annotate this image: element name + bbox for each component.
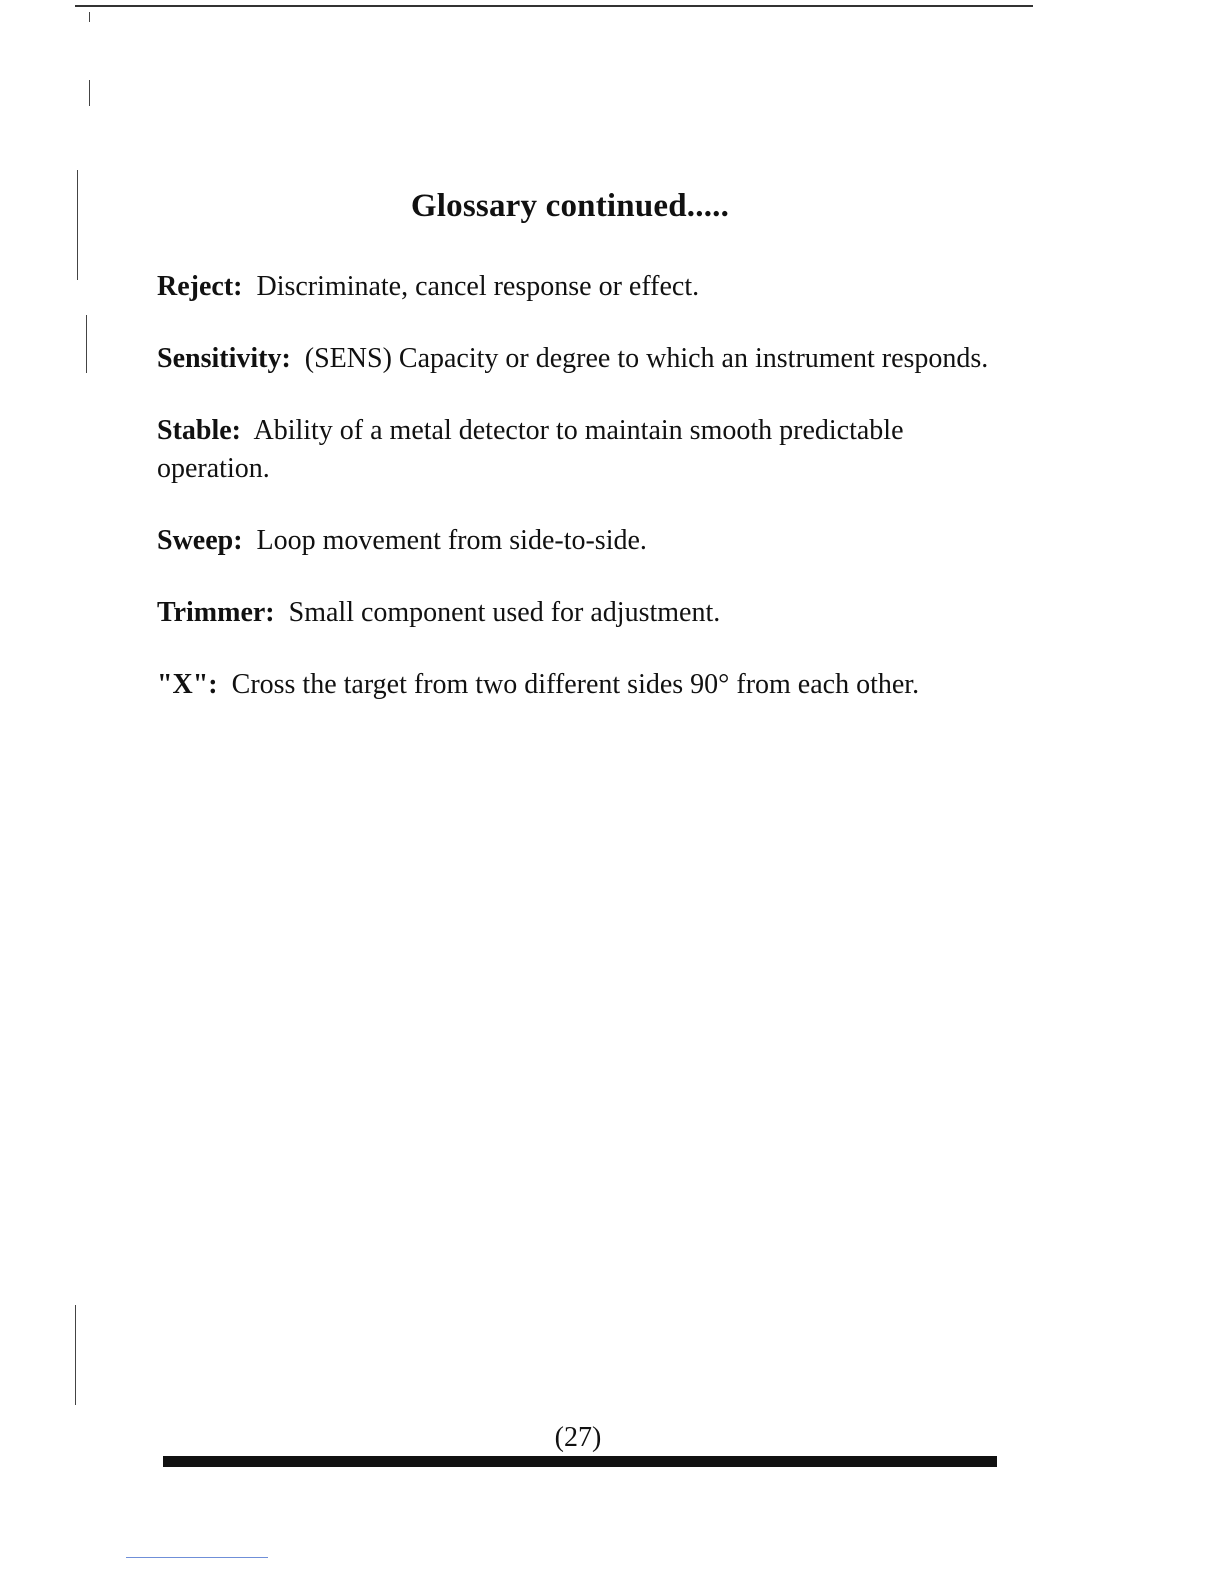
scan-mark xyxy=(75,1305,76,1405)
glossary-entry xyxy=(157,594,997,632)
glossary-definition: Discriminate, cancel response or effect. xyxy=(256,271,700,302)
scan-mark xyxy=(89,80,90,106)
glossary-term: Trimmer: xyxy=(157,597,275,628)
glossary-term: Stable: xyxy=(157,415,241,446)
glossary-entry xyxy=(157,666,997,704)
glossary-term: Reject: xyxy=(157,271,243,302)
bottom-rule xyxy=(163,1456,997,1467)
glossary-entry xyxy=(157,268,997,306)
glossary-entry xyxy=(157,412,997,488)
top-rule xyxy=(75,5,1033,7)
glossary-term: "X": xyxy=(157,669,218,700)
glossary-term: Sensitivity: xyxy=(157,343,291,374)
glossary-list xyxy=(157,268,997,738)
scan-mark xyxy=(89,12,90,22)
footer-underline xyxy=(126,1557,268,1558)
page-number: (27) xyxy=(554,1422,602,1453)
glossary-definition: Cross the target from two different sides 90° from each other. xyxy=(231,669,920,700)
glossary-definition: Ability of a metal detector to maintain smooth predictable operation. xyxy=(157,415,904,484)
glossary-definition: Small component used for adjustment. xyxy=(288,597,721,628)
page-title: Glossary continued..... xyxy=(410,188,730,225)
glossary-definition: Loop movement from side-to-side. xyxy=(256,525,647,556)
scan-mark xyxy=(86,315,87,373)
glossary-term: Sweep: xyxy=(157,525,243,556)
glossary-definition: (SENS) Capacity or degree to which an instrument responds. xyxy=(304,343,989,374)
glossary-entry xyxy=(157,340,997,378)
glossary-entry xyxy=(157,522,997,560)
